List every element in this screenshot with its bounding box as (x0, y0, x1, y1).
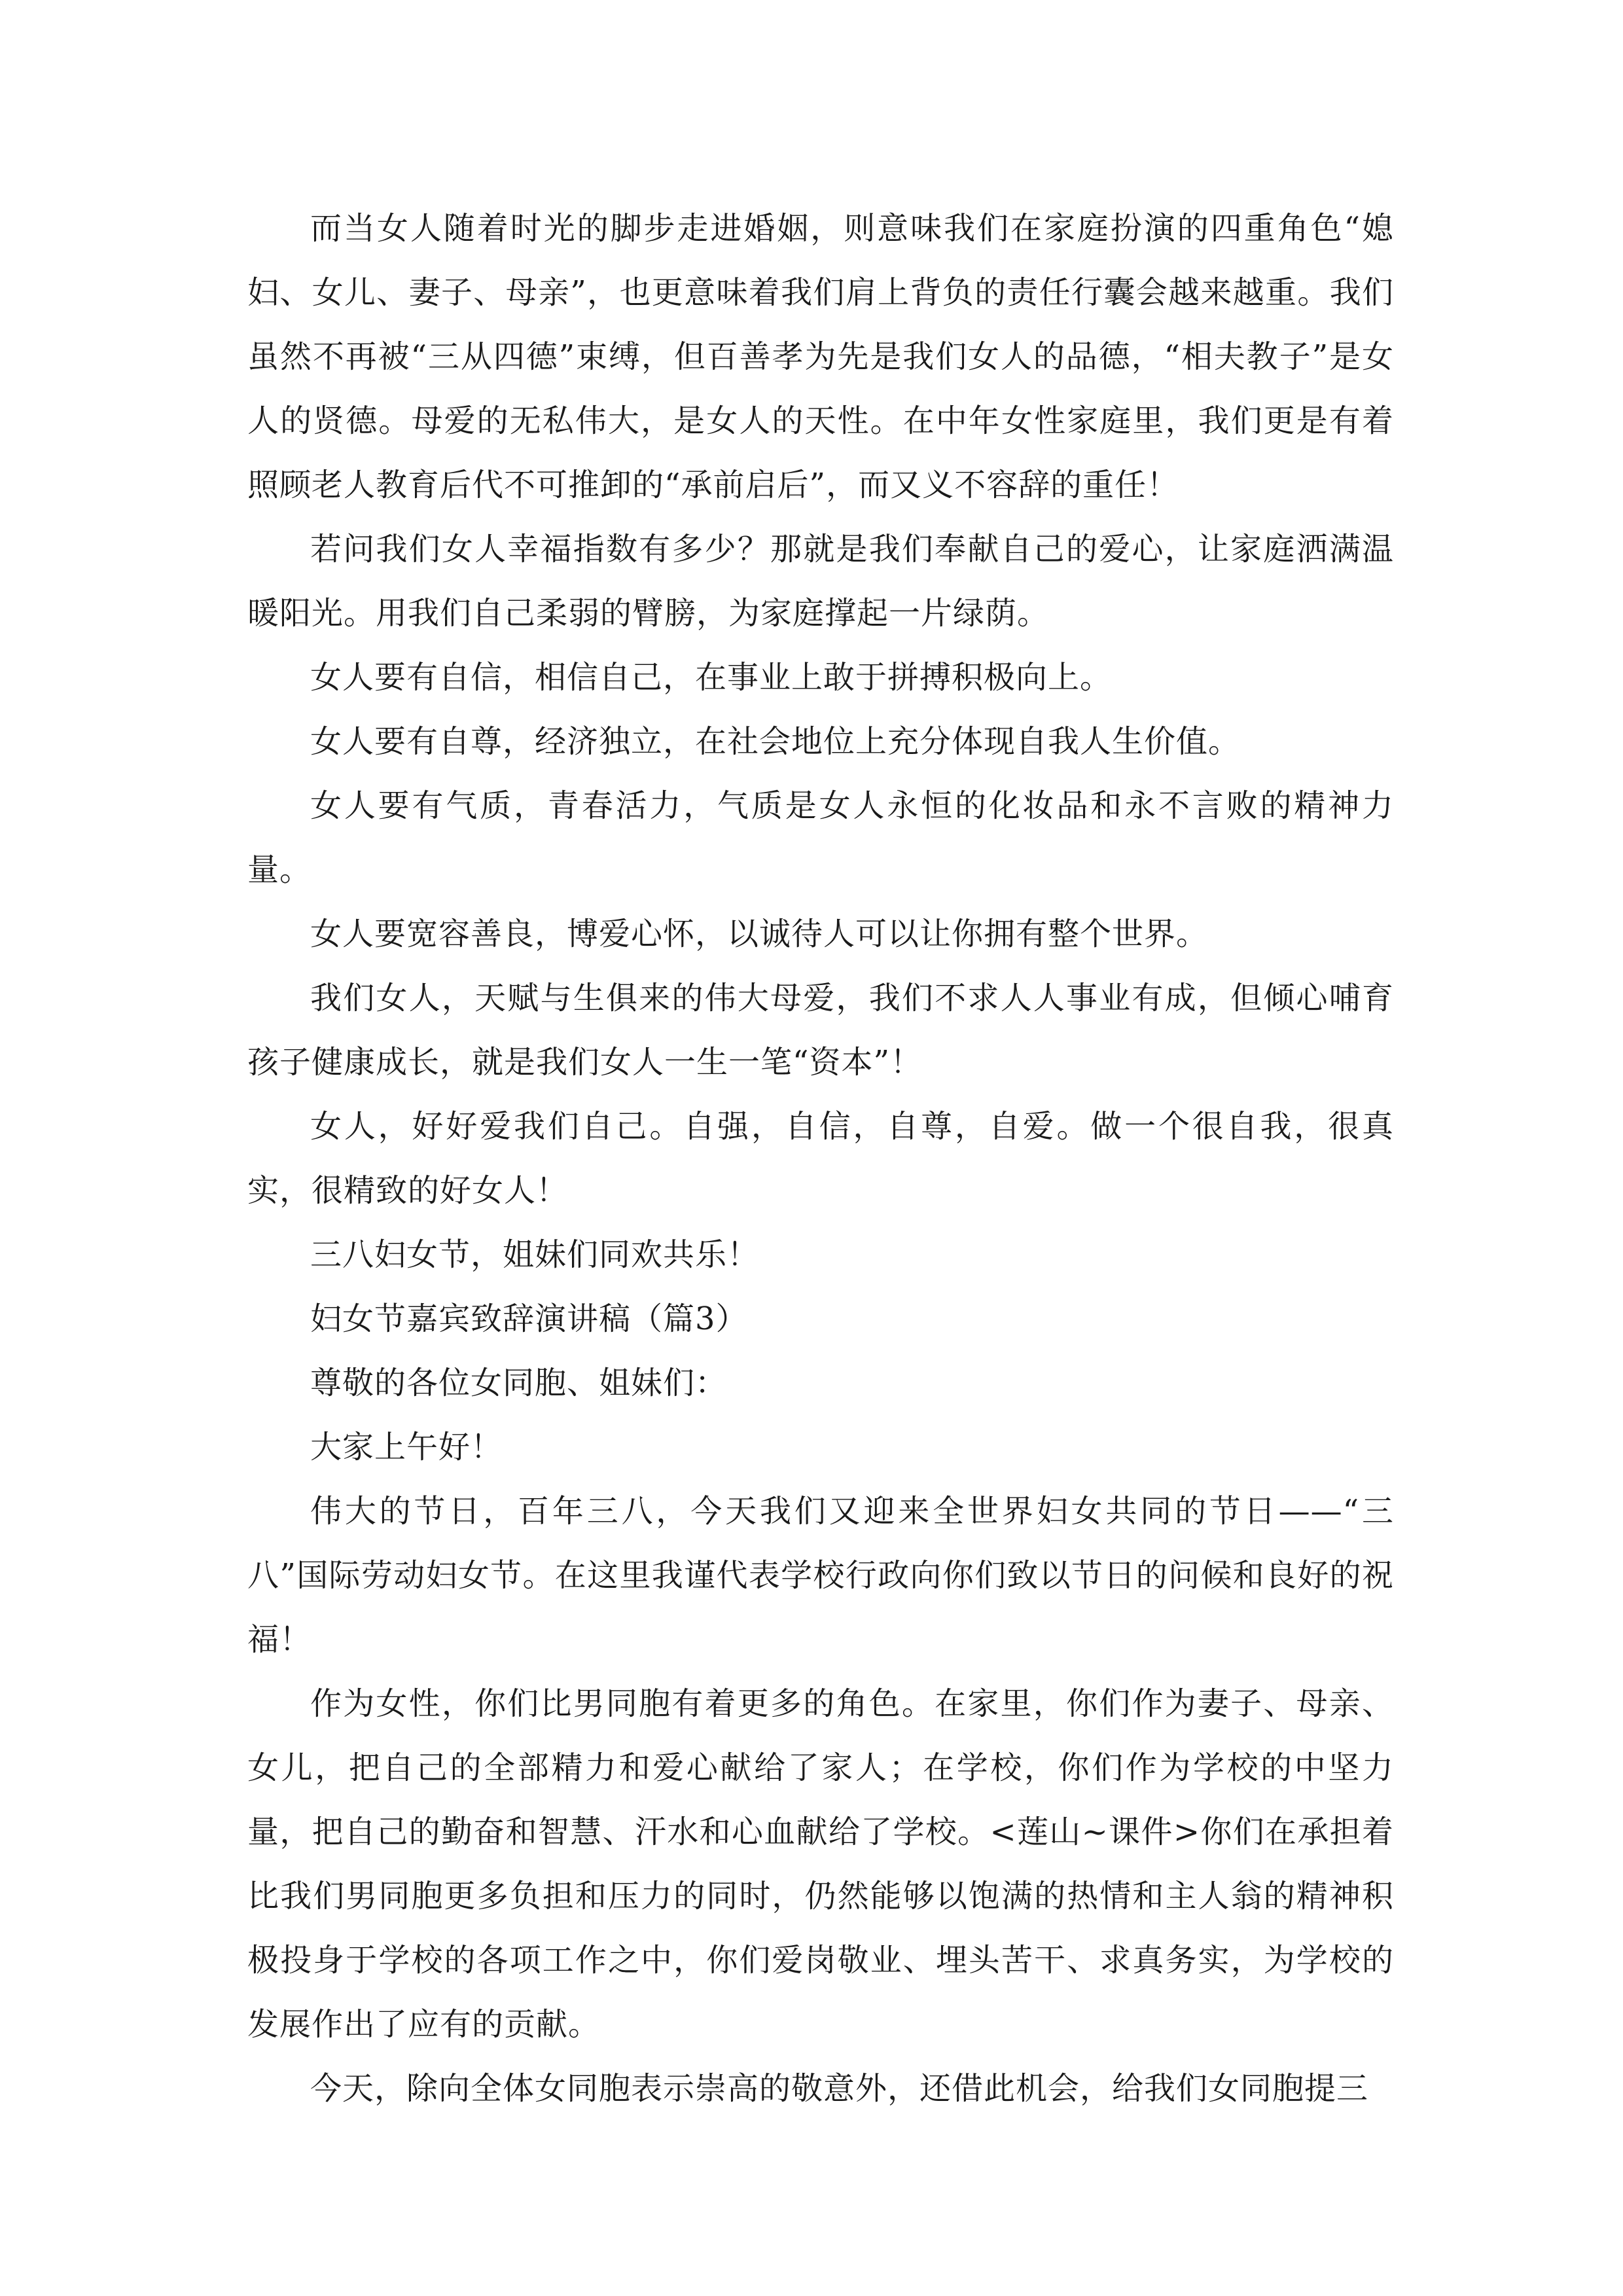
paragraph: 若问我们女人幸福指数有多少？那就是我们奉献自己的爱心，让家庭洒满温暖阳光。用我们自己柔弱的臂膀，为家庭撑起一片绿荫。 (247, 531, 1394, 632)
paragraph: 三八妇女节，姐妹们同欢共乐！ (310, 1236, 760, 1273)
paragraph: 女人要有自尊，经济独立，在社会地位上充分体现自我人生价值。 (310, 723, 1241, 760)
section-heading: 妇女节嘉宾致辞演讲稿（篇3） (310, 1300, 748, 1337)
greeting: 大家上午好！ (310, 1429, 503, 1465)
paragraph: 伟大的节日，百年三八，今天我们又迎来全世界妇女共同的节日——“三八”国际劳动妇女节。在这里我谨代表学校行政向你们致以节日的问候和良好的祝福！ (247, 1493, 1394, 1658)
paragraph: 而当女人随着时光的脚步走进婚姻，则意味我们在家庭扮演的四重角色“媳妇、女儿、妻子、母亲”，也更意味着我们肩上背负的责任行囊会越来越重。我们虽然不再被“三从四德”束缚，但百善孝为先是我们女人的品德，“相夫教子”是女人的贤德。母爱的无私伟大，是女人的天性。在中年女性家庭里，我们更是有着照顾老人教育后代不可推卸的“承前启后”，而又义不容辞的重任！ (247, 210, 1394, 503)
paragraph: 我们女人，天赋与生俱来的伟大母爱，我们不求人人事业有成，但倾心哺育孩子健康成长，就是我们女人一生一笔“资本”！ (247, 980, 1394, 1081)
salutation: 尊敬的各位女同胞、姐妹们： (310, 1365, 728, 1401)
paragraph: 作为女性，你们比男同胞有着更多的角色。在家里，你们作为妻子、母亲、女儿，把自己的全部精力和爱心献给了家人；在学校，你们作为学校的中坚力量，把自己的勤奋和智慧、汗水和心血献给了学校。<莲山~课件>你们在承担着比我们男同胞更多负担和压力的同时，仍然能够以饱满的热情和主人翁的精神积极投身于学校的各项工作之中，你们爱岗敬业、埋头苦干、求真务实，为学校的发展作出了应有的贡献。 (247, 1685, 1394, 2043)
document-body (247, 196, 1394, 2121)
paragraph: 女人，好好爱我们自己。自强，自信，自尊，自爱。做一个很自我，很真实，很精致的好女人！ (247, 1108, 1394, 1209)
paragraph: 今天，除向全体女同胞表示崇高的敬意外，还借此机会，给我们女同胞提三 (310, 2070, 1369, 2107)
paragraph: 女人要宽容善良，博爱心怀，以诚待人可以让你拥有整个世界。 (310, 916, 1209, 952)
paragraph: 女人要有自信，相信自己，在事业上敢于拼搏积极向上。 (310, 659, 1113, 696)
paragraph: 女人要有气质，青春活力，气质是女人永恒的化妆品和永不言败的精神力量。 (247, 787, 1394, 888)
